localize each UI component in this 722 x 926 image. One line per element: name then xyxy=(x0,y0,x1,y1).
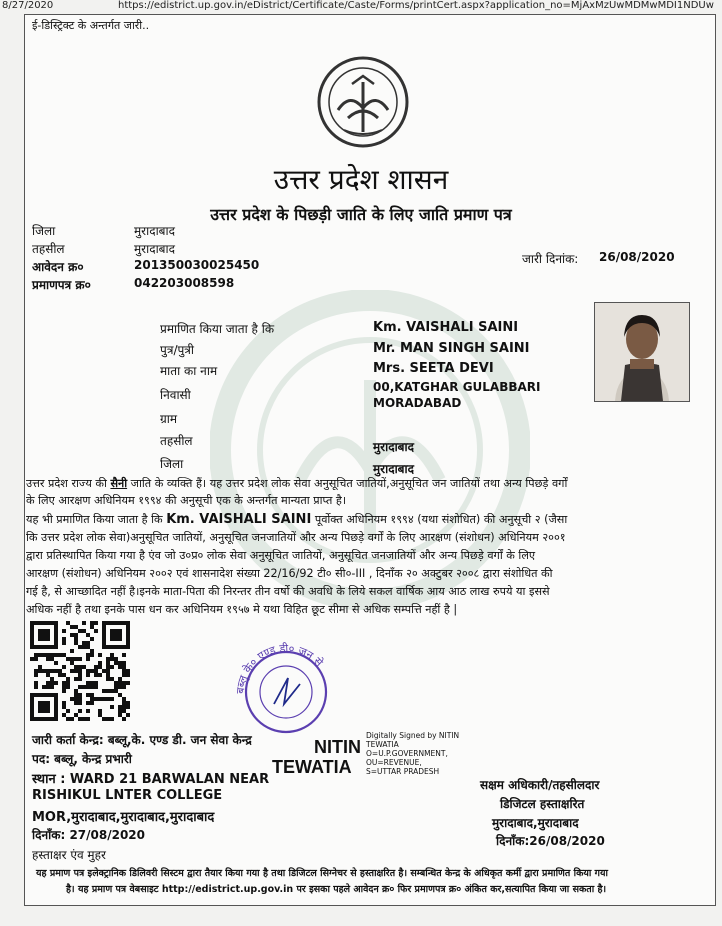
detail-district-value: मुरादाबाद xyxy=(373,462,415,476)
signature-detail2: TEWATIA xyxy=(366,740,399,749)
tehsil-value: मुरादाबाद xyxy=(134,242,176,256)
issuer-sign-label: हस्ताक्षर एंव मुहर xyxy=(32,848,106,862)
district-label: जिला xyxy=(32,224,56,238)
resident-label: निवासी xyxy=(160,388,191,402)
address-line2: MORADABAD xyxy=(373,396,462,410)
paragraph-line3-end: पूर्वोक्त अधिनियम १९९४ (यथा संशोधित) की अनुसूची २ (जैसा xyxy=(311,513,568,526)
detail-tehsil-value: मुरादाबाद xyxy=(373,440,415,454)
issuer-post: पद: बब्लू, केन्द्र प्रभारी xyxy=(32,752,132,766)
issuer-place-line2: RISHIKUL LNTER COLLEGE xyxy=(32,788,223,803)
paragraph-line3 xyxy=(26,511,702,528)
svg-text:बब्लू के० एण्ड डी० जन से xyxy=(234,642,326,694)
detail-district-label: जिला xyxy=(160,457,184,471)
header-note: ई-डिस्ट्रिक्ट के अन्तर्गत जारी.. xyxy=(32,19,150,32)
paragraph-line5: द्वारा प्रतिस्थापित किया गया है एंव जो उ०प्र० लोक सेवा अनुसूचित जातियों, अनुसूचित जनजातियों और अन्य पिछड़े वर्गों के लिए xyxy=(26,549,536,562)
print-date: 8/27/2020 xyxy=(2,0,54,11)
certificate-subtitle: उत्तर प्रदेश के पिछड़ी जाति के लिए जाति प्रमाण पत्र xyxy=(210,205,512,224)
paragraph-line1-end: जाति के व्यक्ति हैं। यह उत्तर प्रदेश लोक सेवा अनुसूचित जातियों,अनुसूचित जन जातियों तथा अन्य पिछड़े वर्गों xyxy=(127,477,568,490)
paragraph-line7: गई है, से आच्छादित नहीं है।इनके माता-पिता की निरन्तर तीन वर्षो की अवधि के लिये सकल वार्षिक आय आठ लाख रुपये या इससे xyxy=(26,585,550,598)
issue-date-value: 26/08/2020 xyxy=(599,250,675,264)
authority-title: सक्षम अधिकारी/तहसीलदार xyxy=(480,778,600,792)
address-line1: 00,KATGHAR GULABBARI xyxy=(373,380,541,394)
paragraph-line8: अधिक नहीं है तथा इनके पास धन कर अधिनियम १९५७ मे यथा विहित छूट सीमा से अधिक सम्पत्ति नहीं है | xyxy=(26,603,458,616)
village-label: ग्राम xyxy=(160,412,178,426)
signature-detail3: O=U.P.GOVERNMENT, xyxy=(366,749,448,758)
applicant-photo xyxy=(594,302,690,402)
issuer-center: जारी कर्ता केन्द्र: बब्लू,के. एण्ड डी. जन सेवा केन्द्र xyxy=(32,733,252,747)
center-stamp xyxy=(226,634,346,734)
issue-date-label: जारी दिनांक: xyxy=(522,252,579,266)
footer-line2: है। यह प्रमाण पत्र वेबसाइट http://edistrict.up.gov.in पर इसका पहले आवेदन क्र० फिर प्रमाणपत्र क्र० अंकित कर,सत्यापित किया जा सकता है। xyxy=(66,884,607,895)
paragraph-line1-start: उत्तर प्रदेश राज्य की xyxy=(26,477,111,490)
applicant-name: Km. VAISHALI SAINI xyxy=(373,320,519,335)
mother-name: Mrs. SEETA DEVI xyxy=(373,361,494,376)
signer-name-line1: NITIN xyxy=(314,737,361,757)
print-url: https://edistrict.up.gov.in/eDistrict/Certificate/Caste/Forms/printCert.aspx?application_no=MjAxMzUwMDMwMDI1NDUw xyxy=(118,0,714,11)
footer-line1: यह प्रमाण पत्र इलेक्ट्रानिक डिलिवरी सिस्टम द्वारा तैयार किया गया है तथा डिजिटल सिग्नेचर से हस्ताक्षरित है। सम्बन्धित केन्द्र के अधिकृत कर्मी द्वारा प्रमाणित किया गया xyxy=(36,868,609,879)
paragraph-line3-start: यह भी प्रमाणित किया जाता है कि xyxy=(26,513,167,526)
issuer-place-line1: स्थान : WARD 21 BARWALAN NEAR xyxy=(32,772,270,787)
authority-digital: डिजिटल हस्ताक्षरित xyxy=(500,797,585,811)
authority-date: दिनाँक:26/08/2020 xyxy=(496,834,605,848)
certificate-number: 042203008598 xyxy=(134,276,235,290)
up-emblem-icon xyxy=(308,52,418,152)
page-title: उत्तर प्रदेश शासन xyxy=(273,163,449,196)
certified-label: प्रमाणित किया जाता है कि xyxy=(160,322,275,336)
father-name: Mr. MAN SINGH SAINI xyxy=(373,341,530,356)
certificate-label: प्रमाणपत्र क्र० xyxy=(32,278,91,292)
application-label: आवेदन क्र० xyxy=(32,260,84,274)
caste-name: सैनी xyxy=(110,477,128,490)
qr-code xyxy=(30,621,130,721)
mother-label: माता का नाम xyxy=(160,364,218,378)
paragraph-line6: आरक्षण (संशोधन) अधिनियम २००२ एवं शासनादेश संख्या 22/16/92 टी० सी०-III , दिनाँक २० अक्टुबर २००८ द्वारा संशोधित की xyxy=(26,567,553,580)
issuer-date: दिनाँक: 27/08/2020 xyxy=(32,828,146,842)
signature-detail5: S=UTTAR PRADESH xyxy=(366,767,440,776)
print-header xyxy=(0,0,722,14)
signer-name-line2: TEWATIA xyxy=(272,757,352,777)
district-value: मुरादाबाद xyxy=(134,224,176,238)
detail-tehsil-label: तहसील xyxy=(160,434,193,448)
paragraph-line2: के लिए आरक्षण अधिनियम १९९४ की अनुसूची एक के अन्तर्गत मान्यता प्राप्त है। xyxy=(26,494,347,507)
son-daughter-label: पुत्र/पुत्री xyxy=(160,343,195,357)
paragraph-applicant-name: Km. VAISHALI SAINI xyxy=(166,512,312,527)
signature-detail4: OU=REVENUE, xyxy=(366,758,422,767)
paragraph-line4: कि उत्तर प्रदेश लोक सेवा)अनुसूचित जातियों, अनुसूचित जनजातियों और अन्य पिछड़े वर्गों के लिए आरक्षण (संशोधन) अधिनियम २००१ xyxy=(26,531,566,544)
paragraph-line1 xyxy=(26,475,702,492)
application-number: 201350030025450 xyxy=(134,258,260,272)
issuer-place-line3: MOR,मुरादाबाद,मुरादाबाद,मुरादाबाद xyxy=(32,810,215,825)
signature-detail1: Digitally Signed by NITIN xyxy=(366,731,460,740)
stamp-text: बब्लू के० एण्ड डी० जन से xyxy=(233,641,326,695)
signature-details xyxy=(366,731,459,776)
authority-place: मुरादाबाद,मुरादाबाद xyxy=(492,816,579,830)
tehsil-label: तहसील xyxy=(32,242,65,256)
